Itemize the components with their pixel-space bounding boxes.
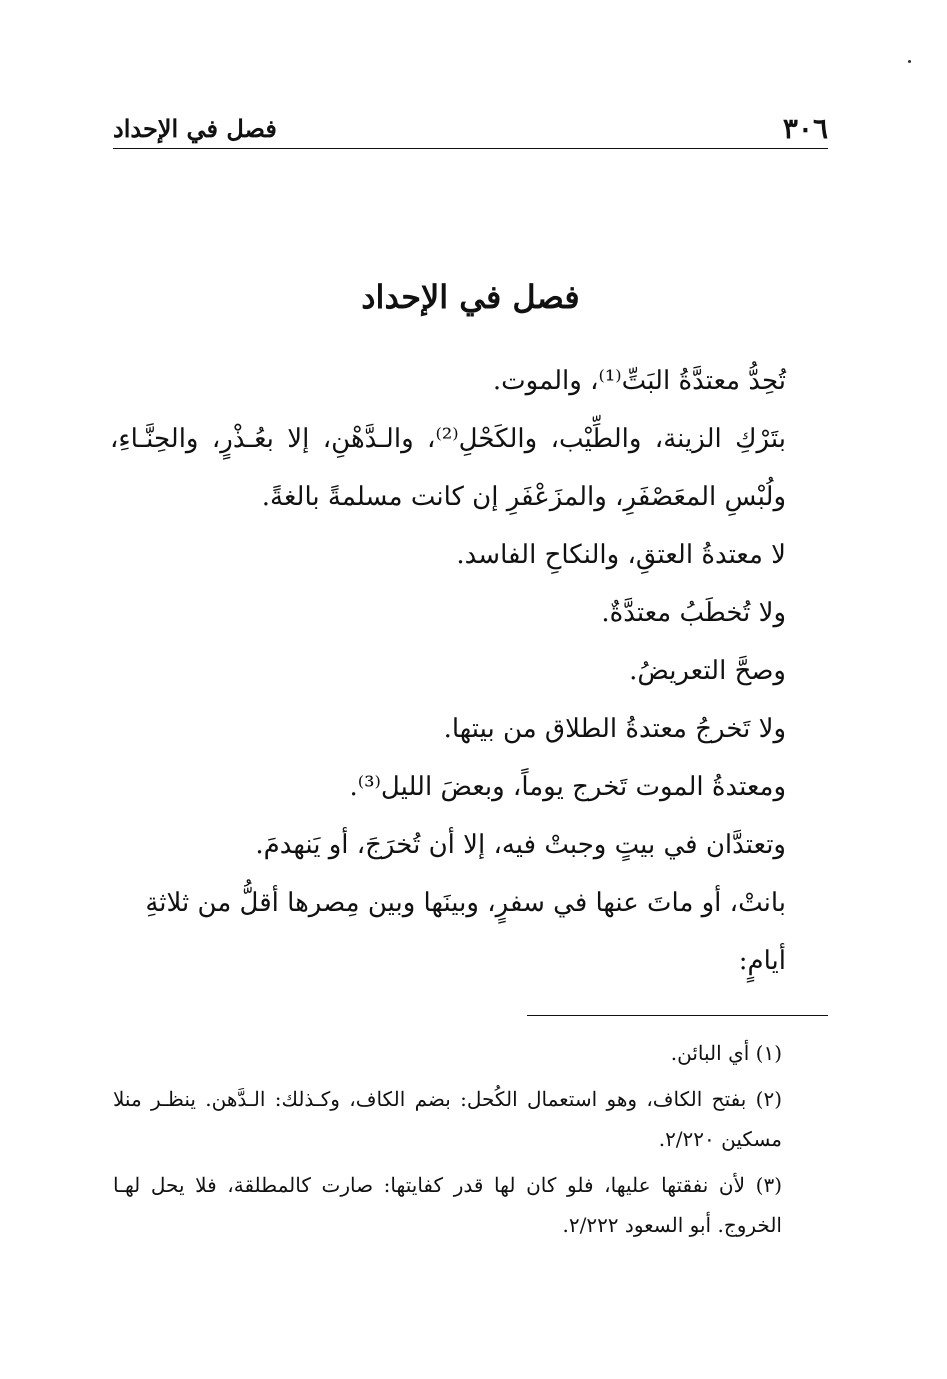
footnote-separator xyxy=(527,1015,828,1016)
section-title: فصل في الإحداد xyxy=(361,278,580,316)
paragraph: وتعتدَّان في بيتٍ وجبتْ فيه، إلا أن تُخرَجَ، أو يَنهدمَ. xyxy=(255,830,786,860)
paragraph: وصحَّ التعريضُ. xyxy=(629,656,786,686)
footnote: (٣) لأن نفقتها عليها، فلو كان لها قدر كفايتها: صارت كالمطلقة، فلا يحل لهـا الخروج. أبو السعود ٢/٢٢٢. xyxy=(113,1173,782,1237)
footnote: (٢) بفتح الكاف، وهو استعمال الكُحل: بضم الكاف، وكـذلك: الـدَّهن. ينظـر منلا مسكين ٢/٢٢٠. xyxy=(113,1087,782,1151)
footnote: (١) أي البائن. xyxy=(670,1041,782,1065)
paragraph: ولا تَخرجُ معتدةُ الطلاق من بيتها. xyxy=(443,714,786,744)
paragraph: ولا تُخطَبُ معتدَّةٌ. xyxy=(601,598,786,628)
paragraph: ومعتدةُ الموت تَخرج يوماً، وبعضَ الليل⁽³⁾. xyxy=(349,772,786,802)
main-text xyxy=(110,352,832,990)
paragraph: بتَرْكِ الزينة، والطِّيْب، والكَحْلِ⁽²⁾، والـدَّهْنِ، إلا بعُـذْرٍ، والحِنَّـاءِ، ولُبْسِ المعَصْفَرِ، والمزَعْفَرِ إن كانت مسلمةً بالغةً. xyxy=(110,424,786,512)
page-number: ٣٠٦ xyxy=(782,112,828,145)
scan-speck xyxy=(908,60,911,63)
footnotes xyxy=(113,1033,828,1251)
running-title: فصل في الإحداد xyxy=(113,114,277,143)
page-header xyxy=(113,110,828,149)
paragraph: بانتْ، أو ماتَ عنها في سفرٍ، وبينَها وبين مِصرها أقلُّ من ثلاثةِ أيامٍ: xyxy=(145,888,786,976)
paragraph: تُحِدُّ معتدَّةُ البَتِّ⁽¹⁾، والموت. xyxy=(492,366,786,396)
paragraph: لا معتدةُ العتقِ، والنكاحِ الفاسد. xyxy=(456,540,786,570)
